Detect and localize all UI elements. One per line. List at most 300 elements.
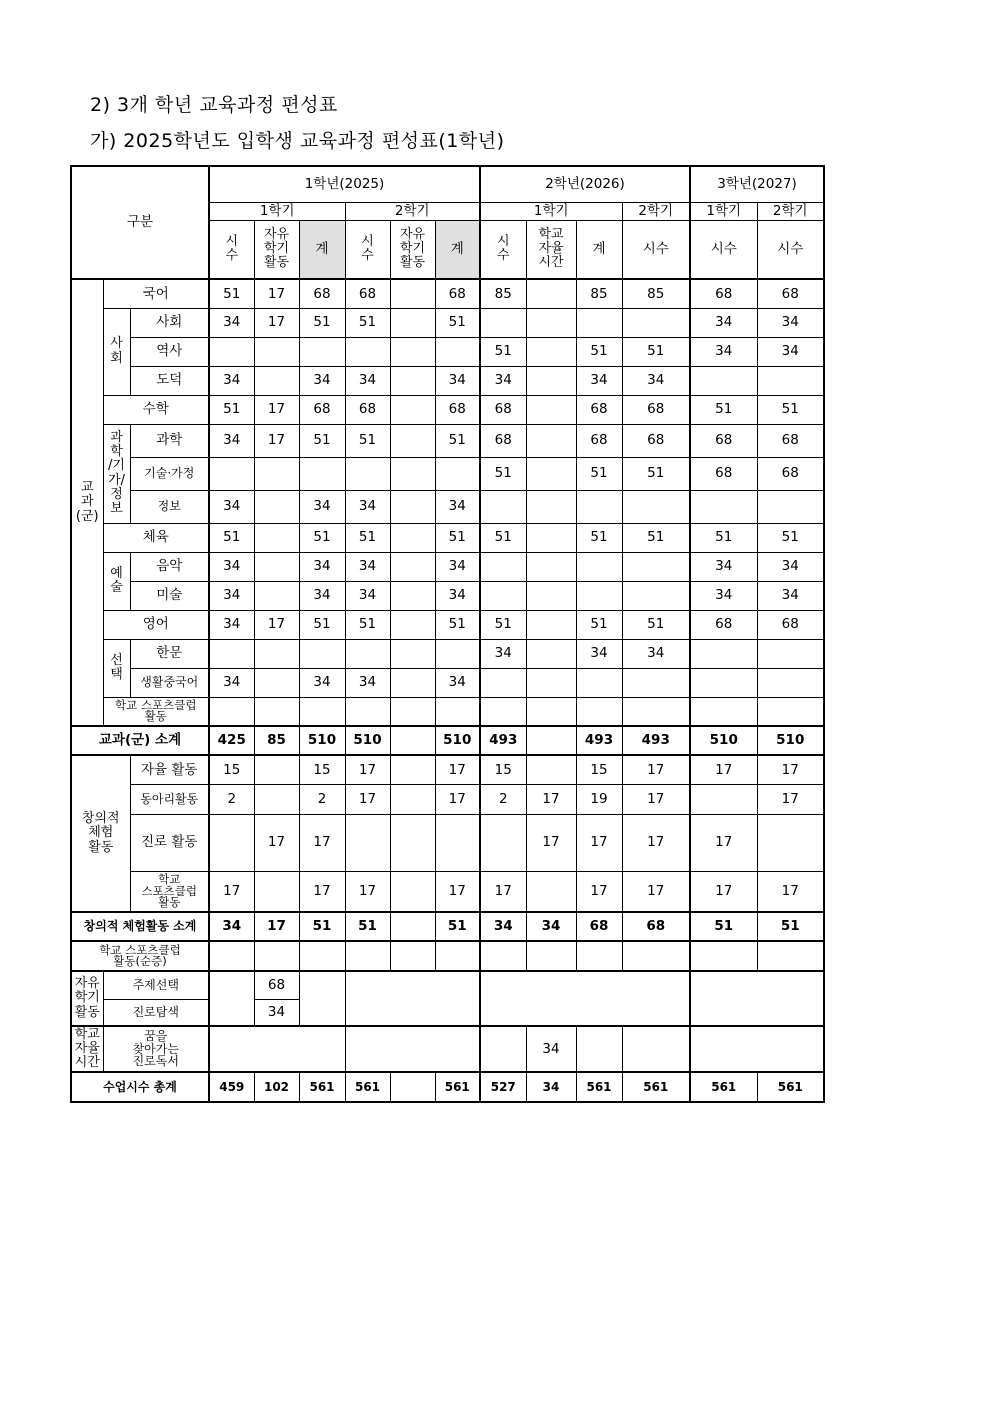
subject-label: 학교 스포츠클럽 활동 xyxy=(103,697,209,726)
value-cell: 34 xyxy=(299,552,345,581)
empty-merged-cell xyxy=(690,1026,824,1072)
value-cell xyxy=(254,784,299,814)
value-cell: 51 xyxy=(345,523,390,552)
value-cell xyxy=(480,308,526,337)
header-y3-sem1: 1학기 xyxy=(690,202,757,220)
table-row xyxy=(71,490,824,523)
value-cell xyxy=(576,941,622,971)
col-gye: 계 xyxy=(435,220,480,279)
subtotal-value: 51 xyxy=(757,912,824,941)
value-cell xyxy=(435,941,480,971)
empty-merged-cell xyxy=(345,971,480,1026)
value-cell: 68 xyxy=(622,395,690,424)
value-cell xyxy=(345,814,390,871)
value-cell: 34 xyxy=(209,668,254,697)
value-cell: 34 xyxy=(435,668,480,697)
empty-merged-cell xyxy=(345,1026,480,1072)
value-cell: 51 xyxy=(345,308,390,337)
header-y1-sem2: 2학기 xyxy=(345,202,480,220)
header-y1-sem1: 1학기 xyxy=(209,202,345,220)
subject-label: 과학 xyxy=(130,424,209,457)
activity-label: 학교 스포츠클럽 활동 xyxy=(130,871,209,912)
subtotal-value: 68 xyxy=(622,912,690,941)
value-cell: 51 xyxy=(299,424,345,457)
value-cell: 17 xyxy=(480,871,526,912)
value-cell: 17 xyxy=(345,784,390,814)
value-cell xyxy=(757,814,824,871)
empty-cell xyxy=(299,971,345,1026)
value-cell xyxy=(480,697,526,726)
value-cell xyxy=(526,668,576,697)
value-cell: 68 xyxy=(345,395,390,424)
value-cell xyxy=(254,581,299,610)
subject-label: 영어 xyxy=(103,610,209,639)
value-cell: 34 xyxy=(757,552,824,581)
value-cell: 17 xyxy=(622,871,690,912)
empty-cell xyxy=(480,1026,526,1072)
header-row-years xyxy=(71,166,824,202)
value-cell: 68 xyxy=(299,279,345,308)
value-cell: 17 xyxy=(345,871,390,912)
value-cell xyxy=(390,395,435,424)
activity-label: 자율 활동 xyxy=(130,755,209,784)
value-cell: 34 xyxy=(435,581,480,610)
subtotal-value: 34 xyxy=(480,912,526,941)
value-cell xyxy=(345,457,390,490)
value-cell: 51 xyxy=(299,610,345,639)
value-cell xyxy=(757,941,824,971)
value-cell xyxy=(526,871,576,912)
group-seontaek: 선 택 xyxy=(103,639,130,697)
table-row xyxy=(71,755,824,784)
value-cell xyxy=(526,366,576,395)
subtotal-value: 85 xyxy=(254,726,299,755)
value-cell: 15 xyxy=(576,755,622,784)
group-gwahak: 과 학 /기 가/ 정 보 xyxy=(103,424,130,523)
value-cell: 68 xyxy=(345,279,390,308)
value-cell xyxy=(345,337,390,366)
value-cell xyxy=(390,552,435,581)
value-cell xyxy=(390,308,435,337)
subject-label: 정보 xyxy=(130,490,209,523)
value-cell xyxy=(390,490,435,523)
col-gye: 계 xyxy=(576,220,622,279)
value-cell: 34 xyxy=(209,424,254,457)
col-sisu: 시수 xyxy=(757,220,824,279)
value-cell: 17 xyxy=(299,871,345,912)
col-gye: 계 xyxy=(299,220,345,279)
value-cell: 51 xyxy=(690,395,757,424)
value-cell xyxy=(622,941,690,971)
value-cell xyxy=(757,668,824,697)
value-cell xyxy=(526,755,576,784)
table-row xyxy=(71,668,824,697)
value-cell xyxy=(690,366,757,395)
value-cell xyxy=(526,395,576,424)
value-cell xyxy=(390,941,435,971)
value-cell: 51 xyxy=(209,279,254,308)
value-cell: 68 xyxy=(435,395,480,424)
value-cell: 17 xyxy=(299,814,345,871)
subtotal-label: 교과(군) 소계 xyxy=(71,726,209,755)
value-cell xyxy=(526,639,576,668)
value-cell xyxy=(757,639,824,668)
value-cell: 17 xyxy=(254,424,299,457)
group-yesul: 예 술 xyxy=(103,552,130,610)
subtotal-value: 34 xyxy=(526,912,576,941)
empty-merged-cell xyxy=(480,971,690,1026)
value-cell xyxy=(526,490,576,523)
value-cell xyxy=(526,581,576,610)
value-cell: 34 xyxy=(345,552,390,581)
col-sisu: 시수 xyxy=(690,220,757,279)
value-cell xyxy=(390,337,435,366)
value-cell: 2 xyxy=(480,784,526,814)
col-sisu: 시 수 xyxy=(345,220,390,279)
value-cell xyxy=(690,941,757,971)
value-cell xyxy=(254,697,299,726)
value-cell: 15 xyxy=(299,755,345,784)
subject-label: 미술 xyxy=(130,581,209,610)
value-cell: 34 xyxy=(526,1026,576,1072)
total-value: 561 xyxy=(345,1072,390,1102)
value-cell: 17 xyxy=(576,814,622,871)
value-cell xyxy=(345,697,390,726)
value-cell xyxy=(209,639,254,668)
value-cell: 17 xyxy=(622,784,690,814)
activity-label: 동아리활동 xyxy=(130,784,209,814)
col-jayu: 자유 학기 활동 xyxy=(254,220,299,279)
value-cell xyxy=(690,668,757,697)
value-cell xyxy=(622,490,690,523)
subject-label: 기술·가정 xyxy=(130,457,209,490)
activity-label: 주제선택 xyxy=(103,971,209,999)
subtotal-value: 493 xyxy=(576,726,622,755)
value-cell: 17 xyxy=(254,610,299,639)
subtotal-value: 510 xyxy=(435,726,480,755)
value-cell: 68 xyxy=(435,279,480,308)
value-cell xyxy=(390,784,435,814)
value-cell: 34 xyxy=(209,366,254,395)
table-row xyxy=(71,697,824,726)
value-cell: 51 xyxy=(209,395,254,424)
value-cell xyxy=(390,457,435,490)
value-cell xyxy=(435,814,480,871)
value-cell xyxy=(390,697,435,726)
value-cell xyxy=(254,552,299,581)
value-cell: 68 xyxy=(254,971,299,999)
value-cell: 51 xyxy=(480,523,526,552)
table-row xyxy=(71,581,824,610)
value-cell: 17 xyxy=(690,814,757,871)
value-cell: 51 xyxy=(345,424,390,457)
value-cell: 34 xyxy=(690,337,757,366)
value-cell: 17 xyxy=(209,871,254,912)
value-cell xyxy=(254,639,299,668)
value-cell: 68 xyxy=(480,424,526,457)
value-cell: 51 xyxy=(480,457,526,490)
value-cell: 51 xyxy=(576,337,622,366)
value-cell: 51 xyxy=(480,337,526,366)
value-cell xyxy=(480,814,526,871)
value-cell: 17 xyxy=(526,814,576,871)
empty-cell xyxy=(209,971,254,1026)
value-cell: 34 xyxy=(690,581,757,610)
value-cell: 34 xyxy=(345,366,390,395)
subtotal-value: 51 xyxy=(690,912,757,941)
subtotal-value: 510 xyxy=(690,726,757,755)
subtotal-value: 51 xyxy=(299,912,345,941)
value-cell: 34 xyxy=(209,581,254,610)
col-sisu: 시수 xyxy=(622,220,690,279)
value-cell xyxy=(690,639,757,668)
header-y2-sem2: 2학기 xyxy=(622,202,690,220)
value-cell xyxy=(526,523,576,552)
value-cell: 68 xyxy=(690,279,757,308)
value-cell: 85 xyxy=(576,279,622,308)
subtotal-value xyxy=(390,912,435,941)
value-cell xyxy=(576,581,622,610)
value-cell xyxy=(526,941,576,971)
value-cell: 51 xyxy=(435,424,480,457)
value-cell: 17 xyxy=(254,308,299,337)
table-row xyxy=(71,726,824,755)
group-gyogwa: 교 과 (군) xyxy=(71,279,103,726)
value-cell: 34 xyxy=(345,581,390,610)
value-cell xyxy=(299,457,345,490)
table-row xyxy=(71,337,824,366)
table-row xyxy=(71,639,824,668)
value-cell: 68 xyxy=(757,457,824,490)
value-cell xyxy=(390,366,435,395)
value-cell: 17 xyxy=(526,784,576,814)
value-cell: 34 xyxy=(576,639,622,668)
value-cell xyxy=(622,552,690,581)
value-cell: 15 xyxy=(209,755,254,784)
value-cell: 68 xyxy=(480,395,526,424)
value-cell xyxy=(390,279,435,308)
value-cell: 34 xyxy=(254,999,299,1026)
subtotal-value: 51 xyxy=(345,912,390,941)
value-cell xyxy=(435,457,480,490)
subtotal-value: 510 xyxy=(345,726,390,755)
subject-label: 한문 xyxy=(130,639,209,668)
header-y2-sem1: 1학기 xyxy=(480,202,622,220)
subject-label: 도덕 xyxy=(130,366,209,395)
value-cell: 34 xyxy=(757,308,824,337)
subtotal-value: 493 xyxy=(480,726,526,755)
total-value: 561 xyxy=(757,1072,824,1102)
value-cell: 51 xyxy=(299,523,345,552)
subject-label: 수학 xyxy=(103,395,209,424)
total-value: 561 xyxy=(576,1072,622,1102)
value-cell xyxy=(254,337,299,366)
col-sisu: 시 수 xyxy=(209,220,254,279)
value-cell: 68 xyxy=(757,279,824,308)
value-cell: 2 xyxy=(209,784,254,814)
value-cell xyxy=(480,668,526,697)
value-cell xyxy=(576,308,622,337)
subject-label: 국어 xyxy=(103,279,209,308)
value-cell xyxy=(526,424,576,457)
table-row xyxy=(71,941,824,971)
value-cell xyxy=(209,814,254,871)
subject-label: 음악 xyxy=(130,552,209,581)
value-cell xyxy=(390,523,435,552)
table-row xyxy=(71,871,824,912)
value-cell: 34 xyxy=(757,337,824,366)
subsection-heading: 가) 2025학년도 입학생 교육과정 편성표(1학년) xyxy=(90,130,505,152)
value-cell: 68 xyxy=(757,610,824,639)
value-cell xyxy=(390,814,435,871)
value-cell: 34 xyxy=(690,552,757,581)
total-value xyxy=(390,1072,435,1102)
value-cell xyxy=(390,610,435,639)
value-cell: 17 xyxy=(757,784,824,814)
value-cell xyxy=(526,610,576,639)
value-cell: 15 xyxy=(480,755,526,784)
table-row xyxy=(71,1072,824,1102)
value-cell xyxy=(390,639,435,668)
subtotal-value: 510 xyxy=(757,726,824,755)
value-cell: 34 xyxy=(345,668,390,697)
value-cell: 34 xyxy=(435,490,480,523)
table-row xyxy=(71,912,824,941)
group-sahoe: 사 회 xyxy=(103,308,130,395)
value-cell: 51 xyxy=(435,308,480,337)
value-cell: 34 xyxy=(299,366,345,395)
value-cell: 34 xyxy=(209,610,254,639)
value-cell: 51 xyxy=(622,337,690,366)
total-value: 34 xyxy=(526,1072,576,1102)
value-cell xyxy=(480,941,526,971)
value-cell: 51 xyxy=(435,610,480,639)
value-cell xyxy=(526,308,576,337)
subtotal-value: 17 xyxy=(254,912,299,941)
value-cell xyxy=(299,337,345,366)
value-cell xyxy=(345,639,390,668)
value-cell xyxy=(390,424,435,457)
value-cell: 51 xyxy=(209,523,254,552)
value-cell: 17 xyxy=(435,871,480,912)
value-cell: 17 xyxy=(435,755,480,784)
value-cell xyxy=(480,490,526,523)
value-cell xyxy=(209,697,254,726)
table-row xyxy=(71,784,824,814)
table-row xyxy=(71,814,824,871)
value-cell xyxy=(299,639,345,668)
total-value: 527 xyxy=(480,1072,526,1102)
value-cell xyxy=(690,784,757,814)
value-cell: 68 xyxy=(622,424,690,457)
value-cell: 17 xyxy=(757,755,824,784)
value-cell: 51 xyxy=(480,610,526,639)
empty-merged-cell xyxy=(209,1026,345,1072)
value-cell: 68 xyxy=(690,457,757,490)
header-year3: 3학년(2027) xyxy=(690,166,824,202)
section-heading: 2) 3개 학년 교육과정 편성표 xyxy=(90,94,338,116)
value-cell: 34 xyxy=(345,490,390,523)
value-cell xyxy=(254,457,299,490)
value-cell xyxy=(526,337,576,366)
value-cell: 34 xyxy=(435,366,480,395)
group-jayu: 자유 학기 활동 xyxy=(71,971,103,1026)
empty-cell xyxy=(622,1026,690,1072)
value-cell xyxy=(576,668,622,697)
value-cell xyxy=(526,279,576,308)
table-row xyxy=(71,552,824,581)
value-cell xyxy=(209,457,254,490)
value-cell: 51 xyxy=(622,457,690,490)
value-cell: 34 xyxy=(622,366,690,395)
value-cell: 68 xyxy=(690,610,757,639)
value-cell xyxy=(390,581,435,610)
value-cell xyxy=(299,941,345,971)
header-year2: 2학년(2026) xyxy=(480,166,690,202)
header-year1: 1학년(2025) xyxy=(209,166,480,202)
total-value: 561 xyxy=(690,1072,757,1102)
value-cell: 17 xyxy=(345,755,390,784)
value-cell xyxy=(254,490,299,523)
value-cell: 85 xyxy=(480,279,526,308)
value-cell: 51 xyxy=(622,523,690,552)
value-cell xyxy=(254,755,299,784)
value-cell: 17 xyxy=(435,784,480,814)
value-cell: 51 xyxy=(576,523,622,552)
table-row xyxy=(71,308,824,337)
value-cell: 17 xyxy=(254,814,299,871)
empty-merged-cell xyxy=(690,971,824,1026)
header-y3-sem2: 2학기 xyxy=(757,202,824,220)
table-row xyxy=(71,424,824,457)
value-cell xyxy=(622,697,690,726)
value-cell xyxy=(576,490,622,523)
col-jayu: 자유 학기 활동 xyxy=(390,220,435,279)
value-cell: 34 xyxy=(209,552,254,581)
value-cell: 68 xyxy=(690,424,757,457)
value-cell: 51 xyxy=(435,523,480,552)
header-gubun: 구분 xyxy=(71,166,209,279)
value-cell: 17 xyxy=(690,755,757,784)
value-cell: 34 xyxy=(480,366,526,395)
value-cell: 51 xyxy=(299,308,345,337)
total-value: 459 xyxy=(209,1072,254,1102)
value-cell xyxy=(299,697,345,726)
value-cell: 34 xyxy=(480,639,526,668)
subtotal-value: 51 xyxy=(435,912,480,941)
table-row xyxy=(71,366,824,395)
value-cell: 17 xyxy=(622,755,690,784)
col-sisu: 시 수 xyxy=(480,220,526,279)
curriculum-table xyxy=(70,165,825,1103)
value-cell xyxy=(390,668,435,697)
subject-label: 생활중국어 xyxy=(130,668,209,697)
value-cell xyxy=(345,941,390,971)
subject-label: 체육 xyxy=(103,523,209,552)
value-cell xyxy=(254,523,299,552)
value-cell xyxy=(254,366,299,395)
value-cell: 34 xyxy=(299,490,345,523)
table-row xyxy=(71,610,824,639)
value-cell xyxy=(435,337,480,366)
value-cell: 34 xyxy=(690,308,757,337)
subject-label: 역사 xyxy=(130,337,209,366)
total-value: 561 xyxy=(622,1072,690,1102)
table-row xyxy=(71,395,824,424)
value-cell xyxy=(690,490,757,523)
value-cell: 51 xyxy=(576,610,622,639)
value-cell: 34 xyxy=(435,552,480,581)
